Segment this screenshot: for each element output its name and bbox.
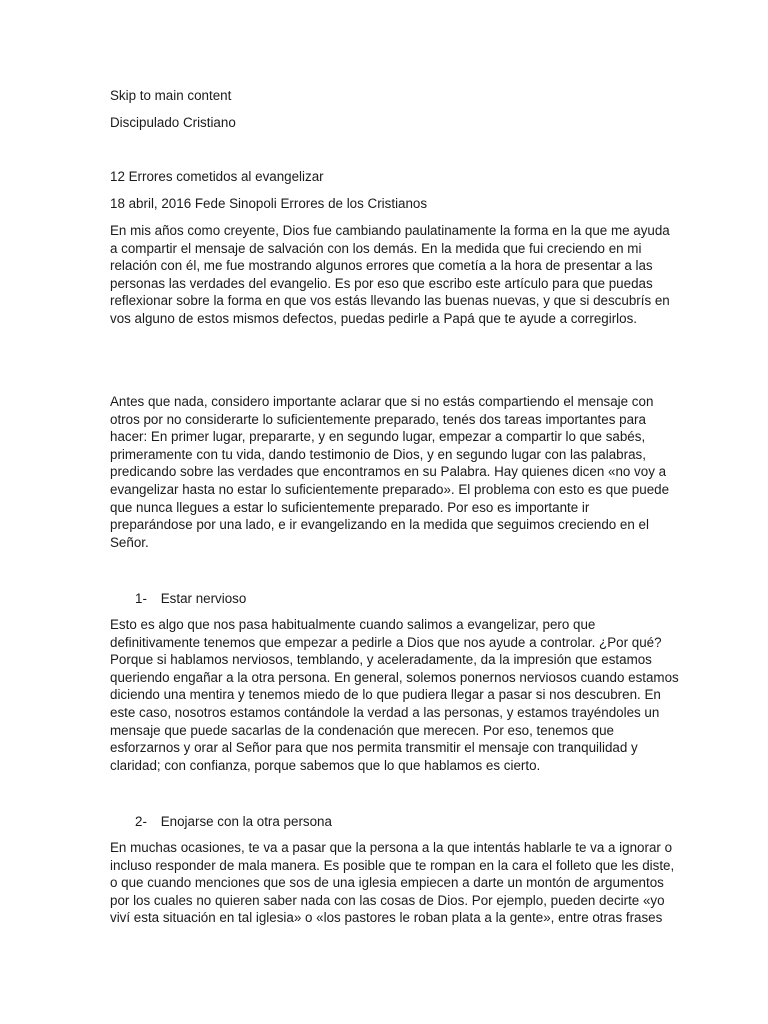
text-line: claridad; con confianza, porque sabemos que lo que hablamos es cierto. xyxy=(110,757,541,773)
text-line: evangelizar hasta no estar lo suficientemente preparado». El problema con esto es que puede xyxy=(110,481,670,497)
text-line: En muchas ocasiones, te va a pasar que la persona a la que intentás hablarle te va a ignorar o xyxy=(110,840,673,855)
text-line: reflexionar sobre la forma en que vos estás llevando las buenas nuevas, y que si descubrís en xyxy=(110,293,670,309)
text-line: Esto es algo que nos pasa habitualmente cuando salimos a evangelizar, pero que xyxy=(110,617,596,632)
section-title: Estar nervioso xyxy=(160,591,247,606)
text-line: Antes que nada, considero importante aclarar que si no estás compartiendo el mensaje con xyxy=(110,394,654,409)
article-meta: 18 abril, 2016 Fede Sinopoli Errores de los Cristianos xyxy=(110,196,428,211)
skip-to-content-link-wrapper xyxy=(110,87,650,105)
section-number: 2- xyxy=(135,814,147,829)
text-line: por los cuales no quieren saber nada con las cosas de Dios. Por ejemplo, pueden decirte «yo xyxy=(110,892,665,908)
text-line: predicando sobre las verdades que encontramos en su Palabra. Hay quienes dicen «no voy a xyxy=(110,464,667,480)
article-title: 12 Errores cometidos al evangelizar xyxy=(110,169,324,184)
text-line: definitivamente tenemos que empezar a pedirle a Dios que nos ayude a controlar. ¿Por qué? xyxy=(110,634,662,650)
text-line: Señor. xyxy=(110,534,149,550)
section-heading-2 xyxy=(135,813,332,831)
text-line: Porque si hablamos nerviosos, temblando, y aceleradamente, da la impresión que estamos xyxy=(110,652,652,668)
section-number: 1- xyxy=(135,591,147,606)
text-line: otros por no considerarte lo suficientemente preparado, tenés dos tareas importantes para xyxy=(110,411,646,427)
text-line: personas las verdades del evangelio. Es por eso que escribo este artículo para que puedas xyxy=(110,275,653,291)
intro-paragraph xyxy=(110,222,670,328)
text-line: incluso responder de mala manera. Es posible que te rompan en la cara el folleto que les diste, xyxy=(110,857,675,873)
section-2-paragraph xyxy=(110,839,675,927)
text-line: mensaje que puede sacarlas de la condenación que merecen. Por eso, tenemos que xyxy=(110,722,614,738)
preface-paragraph xyxy=(110,393,670,551)
text-line: vos alguno de estos mismos defectos, puedas pedirle a Papá que te ayude a corregirlos. xyxy=(110,310,638,326)
text-line: queriendo engañar a la otra persona. En general, solemos ponernos nerviosos cuando estamos xyxy=(110,669,679,685)
text-line: esforzarnos y orar al Señor para que nos permita transmitir el mensaje con tranquilidad y xyxy=(110,740,638,756)
text-line: preparándose por una lado, e ir evangelizando en la medida que seguimos creciendo en el xyxy=(110,517,649,533)
text-line: hacer: En primer lugar, prepararte, y en segundo lugar, empezar a compartir lo que sabés, xyxy=(110,429,646,445)
text-line: a compartir el mensaje de salvación con los demás. En la medida que fui creciendo en mi xyxy=(110,240,642,256)
text-line: En mis años como creyente, Dios fue cambiando paulatinamente la forma en la que me ayuda xyxy=(110,223,670,238)
text-line: primeramente con tu vida, dando testimonio de Dios, y en segundo lugar con las palabras, xyxy=(110,446,646,462)
section-1-paragraph xyxy=(110,616,679,774)
section-title: Enojarse con la otra persona xyxy=(160,814,332,829)
section-heading-1 xyxy=(135,590,246,608)
skip-to-content-link[interactable]: Skip to main content xyxy=(110,88,232,103)
text-line: viví esta situación en tal iglesia» o «los pastores le roban plata a la gente», entre otras frases xyxy=(110,910,663,926)
text-line: este caso, nosotros estamos contándole la verdad a las personas, y estamos trayéndoles un xyxy=(110,704,660,720)
text-line: o que cuando menciones que sos de una iglesia empiecen a darte un montón de argumentos xyxy=(110,875,664,891)
text-line: que nunca llegues a estar lo suficientemente preparado. Por eso es importante ir xyxy=(110,499,590,515)
text-line: relación con él, me fue mostrando algunos errores que cometía a la hora de presentar a las xyxy=(110,258,653,274)
text-line: diciendo una mentira y tenemos miedo de lo que pudiera llegar a pasar si nos descubren. En xyxy=(110,687,661,703)
site-name: Discipulado Cristiano xyxy=(110,115,236,130)
